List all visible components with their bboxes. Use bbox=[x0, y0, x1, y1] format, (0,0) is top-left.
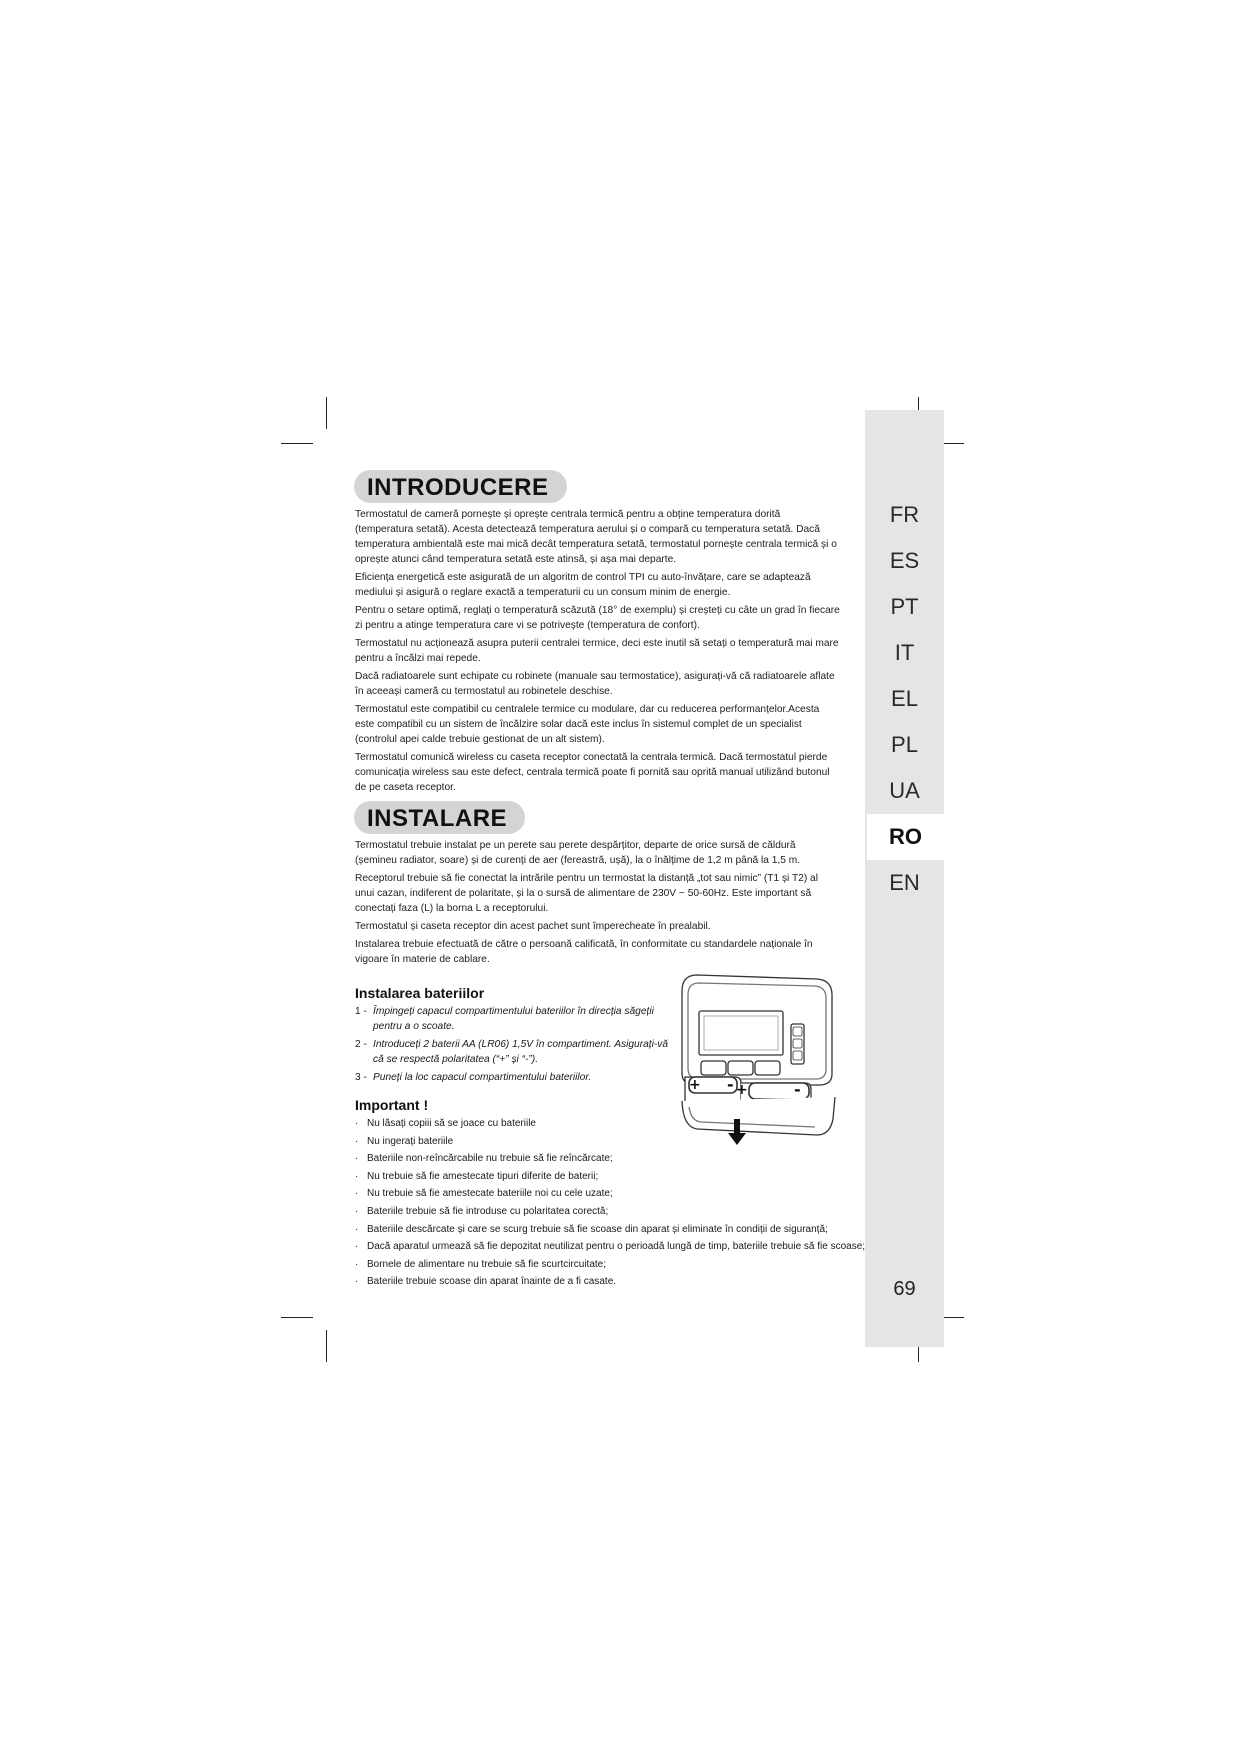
heading-important: Important ! bbox=[355, 1097, 429, 1113]
svg-text:+: + bbox=[736, 1082, 748, 1098]
list-item: · Bateriile trebuie scoase din aparat înainte de a fi casate. bbox=[355, 1276, 617, 1288]
lang-el[interactable]: EL bbox=[891, 686, 918, 711]
lang-es[interactable]: ES bbox=[889, 548, 920, 573]
page-number: 69 bbox=[893, 1278, 916, 1300]
intro-paragraph: Termostatul este compatibil cu centralele termice cu modulare, dar cu reducerea performanțelor.Acesta este compatibil cu un sistem de încălzire solar dacă este inclus în sistemul complet de un specialist (controlul apei calde trebuie gestionat de un alt sistem). bbox=[355, 704, 820, 745]
heading-instalare: INSTALARE bbox=[354, 801, 525, 834]
intro-paragraph: Termostatul de cameră pornește și oprește centrala termică pentru a obține temperatura dorită (temperatura setată). Acesta detectează temperatura aerului și o compară cu temperatura setată. Dacă temperatura ambientală este mai mică decât temperatura setată, termostatul pornește centrala termică și o oprește atunci când temperatura setată este atinsă, și așa mai departe. bbox=[355, 509, 837, 565]
lang-ua[interactable]: UA bbox=[889, 778, 920, 803]
crop-mark bbox=[326, 1330, 327, 1362]
language-list bbox=[865, 492, 944, 906]
list-item: · Bateriile trebuie să fie introduse cu polaritatea corectă; bbox=[355, 1205, 609, 1217]
crop-mark bbox=[281, 443, 313, 444]
lang-fr[interactable]: FR bbox=[889, 502, 920, 527]
list-item: 2 - Introduceți 2 baterii AA (LR06) 1,5V în compartiment. Asigurați-vă că se respectă polaritatea (“+” și “-”). bbox=[355, 1039, 669, 1065]
svg-text:+: + bbox=[689, 1077, 701, 1093]
list-item: 1 - Împingeți capacul compartimentului bateriilor în direcția săgeții pentru a o scoate. bbox=[355, 1006, 654, 1032]
intro-paragraph: Termostatul comunică wireless cu caseta receptor conectată la centrala termică. Dacă termostatul pierde comunicația wireless sau este defect, centrala termică poate fi pornită sau oprită manual utilizând butonul de pe caseta receptor. bbox=[355, 752, 830, 793]
crop-mark bbox=[281, 1317, 313, 1318]
intro-paragraph: Pentru o setare optimă, reglați o temperatură scăzută (18° de exemplu) și creșteți cu câte un grad în fiecare zi pentru a atinge temperatura care vi se potrivește (temperatura de confort). bbox=[355, 605, 840, 631]
intro-paragraph: Eficiența energetică este asigurată de un algoritm de control TPI cu auto-învățare, care se adaptează mediului și asigură o reglare exactă a temperaturii cu un consum minim de energie. bbox=[355, 572, 811, 598]
list-item: · Bateriile descărcate și care se scurg trebuie să fie scoase din aparat și eliminate în condiții de siguranță; bbox=[355, 1223, 828, 1235]
heading-introducere: INTRODUCERE bbox=[354, 470, 567, 503]
crop-mark bbox=[326, 397, 327, 429]
list-item: · Bateriile non-reîncărcabile nu trebuie să fie reîncărcate; bbox=[355, 1153, 613, 1165]
install-paragraph: Termostatul trebuie instalat pe un perete sau perete despărțitor, departe de orice sursă de căldură (șemineu radiator, soare) și de curenți de aer (fereastră, ușă), la o înălțime de 1,2 m până la 1,5 m. bbox=[355, 840, 801, 866]
heading-battery-install: Instalarea bateriilor bbox=[355, 985, 485, 1001]
lang-en[interactable]: EN bbox=[889, 870, 920, 895]
intro-paragraph: Dacă radiatoarele sunt echipate cu robinete (manuale sau termostatice), asigurați-vă că radiatoarele aflate în aceeași cameră cu termostatul au robinetele deschise. bbox=[355, 671, 835, 697]
lang-pl[interactable]: PL bbox=[891, 732, 918, 757]
list-item: · Dacă aparatul urmează să fie depozitat neutilizat pentru o perioadă lungă de timp, bateriile trebuie să fie scoase; bbox=[355, 1241, 866, 1253]
svg-text:-: - bbox=[794, 1080, 801, 1099]
install-paragraph: Instalarea trebuie efectuată de către o persoană calificată, în conformitate cu standardele naționale în vigoare în materie de cablare. bbox=[355, 939, 813, 965]
svg-text:-: - bbox=[727, 1075, 734, 1094]
install-paragraph: Termostatul și caseta receptor din acest pachet sunt împerecheate în prealabil. bbox=[355, 921, 711, 932]
lang-ro-active[interactable]: RO bbox=[867, 814, 944, 860]
intro-paragraph: Termostatul nu acționează asupra puterii centralei termice, deci este inutil să setați o temperatură mai mare pentru a încălzi mai repede. bbox=[355, 638, 839, 664]
thermostat-battery-illustration bbox=[677, 969, 837, 1154]
main-content bbox=[355, 470, 866, 1292]
lang-pt[interactable]: PT bbox=[890, 594, 919, 619]
list-item: · Bornele de alimentare nu trebuie să fie scurtcircuitate; bbox=[355, 1258, 607, 1270]
list-item: 3 - Puneți la loc capacul compartimentului bateriilor. bbox=[355, 1072, 592, 1083]
list-item: · Nu trebuie să fie amestecate bateriile noi cu cele uzate; bbox=[355, 1188, 613, 1200]
list-item: · Nu lăsați copiii să se joace cu bateriile bbox=[355, 1118, 536, 1129]
lang-it[interactable]: IT bbox=[894, 640, 915, 665]
install-paragraph: Receptorul trebuie să fie conectat la intrările pentru un termostat la distanță „tot sau nimic” (T1 și T2) al unui cazan, indiferent de polaritate, și la o sursă de alimentare de 230V ~ 50-60Hz. Este important să conectați faza (L) la borna L a receptorului. bbox=[355, 873, 818, 914]
list-item: · Nu trebuie să fie amestecate tipuri diferite de baterii; bbox=[355, 1170, 599, 1182]
list-item: · Nu ingerați bateriile bbox=[355, 1135, 454, 1147]
